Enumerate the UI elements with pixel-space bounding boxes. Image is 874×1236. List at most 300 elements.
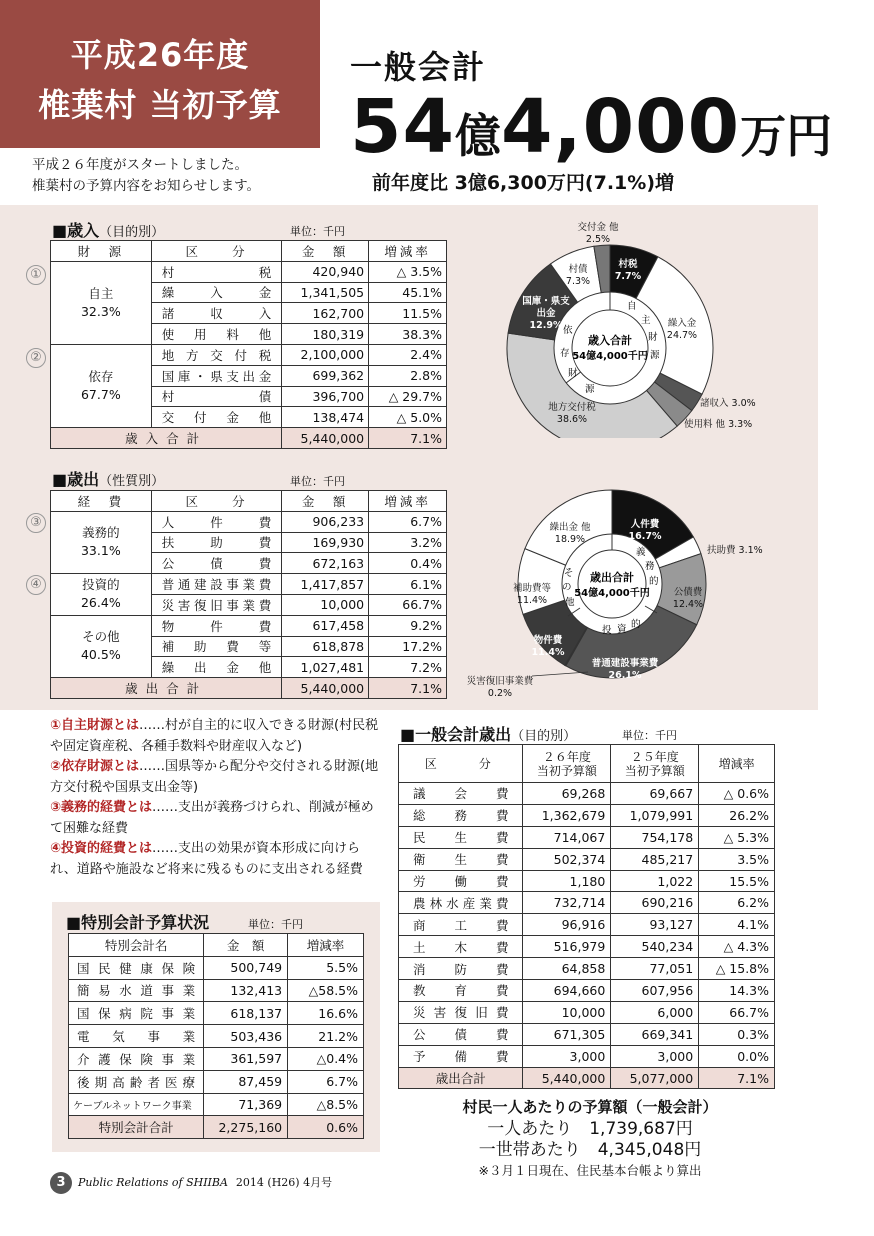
expenditure-header-item: 区 分 xyxy=(151,491,282,512)
pie-label-pct: 12.4% xyxy=(672,599,704,610)
pie-label xyxy=(668,587,708,611)
row-amount: 503,436 xyxy=(204,1025,288,1048)
definition-item xyxy=(50,798,385,839)
row-rate: 11.5% xyxy=(369,303,447,324)
row-item: 土木費 xyxy=(399,936,523,958)
purpose-total-label: 歳出合計 xyxy=(399,1067,523,1089)
definition-text: ……村が自主的に収入できる財源(村民税や固定資産税、各種手数料や財産収入など) xyxy=(50,718,379,754)
row-y25: 485,217 xyxy=(611,848,699,870)
purpose-header-rate: 増減率 xyxy=(699,745,775,783)
table-row xyxy=(399,958,775,980)
purpose-title-text: ■一般会計歳出 xyxy=(400,725,512,744)
row-rate: 21.2% xyxy=(288,1025,364,1048)
row-item: 衛生費 xyxy=(399,848,523,870)
per-household-value: 4,345,048円 xyxy=(597,1140,702,1160)
pie-label-pct: 7.7% xyxy=(614,271,642,282)
row-amount: 87,459 xyxy=(204,1070,288,1093)
per-capita-title: 村民一人あたりの予算額（一般会計） xyxy=(462,1098,718,1116)
table-row xyxy=(51,615,447,636)
special-total-rate: 0.6% xyxy=(288,1116,364,1139)
row-rate: 6.7% xyxy=(369,511,447,532)
per-capita-box xyxy=(405,1096,775,1179)
definition-text: ……国県等から配分や交付される財源(地方交付税や国県支出金等) xyxy=(50,759,379,795)
page-footer xyxy=(50,1172,332,1194)
expenditure-total-rate: 7.1% xyxy=(369,678,447,699)
pie-label xyxy=(520,296,572,332)
row-y26: 694,660 xyxy=(523,980,611,1002)
row-amount: 361,597 xyxy=(204,1047,288,1070)
table-row xyxy=(399,870,775,892)
row-rate: 66.7% xyxy=(699,1001,775,1023)
general-account-label: 一般会計 xyxy=(350,48,487,86)
row-item: 使用料他 xyxy=(151,324,282,345)
row-rate: 7.2% xyxy=(369,657,447,678)
row-amount: 396,700 xyxy=(282,386,369,407)
row-item: 普通建設事業費 xyxy=(151,574,282,595)
row-amount: 617,458 xyxy=(282,615,369,636)
row-y26: 732,714 xyxy=(523,892,611,914)
table-row xyxy=(69,1002,364,1025)
pie-label-name: 扶助費 xyxy=(707,545,736,556)
row-rate: 3.5% xyxy=(699,848,775,870)
row-item: 繰出金他 xyxy=(151,657,282,678)
expenditure-header-type: 経 費 xyxy=(51,491,152,512)
row-y26: 10,000 xyxy=(523,1001,611,1023)
title-line2: 椎葉村 当初予算 xyxy=(38,86,282,124)
term-definitions xyxy=(50,716,385,880)
row-item: 総務費 xyxy=(399,804,523,826)
issue-date: 2014 (H26) 4月号 xyxy=(235,1176,333,1189)
pie-label-name: 地方交付税 xyxy=(548,402,596,413)
expenditure-total-amount: 5,440,000 xyxy=(282,678,369,699)
purpose-header-y25 xyxy=(611,745,699,783)
ring-char-own: 主 xyxy=(641,315,651,326)
row-rate: 17.2% xyxy=(369,636,447,657)
table-row xyxy=(399,892,775,914)
row-y26: 714,067 xyxy=(523,826,611,848)
ring-char-other: の xyxy=(562,582,572,593)
pie-label xyxy=(580,658,670,682)
row-rate: 0.0% xyxy=(699,1045,775,1067)
ring-char-mandatory: 務 xyxy=(645,561,655,572)
row-y25: 607,956 xyxy=(611,980,699,1002)
row-y26: 516,979 xyxy=(523,936,611,958)
row-amount: 672,163 xyxy=(282,553,369,574)
row-rate: 0.3% xyxy=(699,1023,775,1045)
per-person-row xyxy=(405,1119,775,1140)
per-person-value: 1,739,687円 xyxy=(589,1119,693,1139)
table-row xyxy=(399,826,775,848)
revenue-pie-center-title: 歳入合計 xyxy=(588,334,632,347)
ring-char-dependent: 源 xyxy=(585,384,595,395)
pie-label-pct: 18.9% xyxy=(554,534,586,545)
dependent-source-pct: 67.7% xyxy=(80,387,121,403)
pie-label-pct: 12.9% xyxy=(529,320,563,331)
marker-4: ④ xyxy=(26,575,46,595)
row-item: 教育費 xyxy=(399,980,523,1002)
purpose-header-y26-year: ２６年度 xyxy=(542,749,591,764)
row-rate: 4.1% xyxy=(699,914,775,936)
row-item: 国民健康保険 xyxy=(69,956,204,979)
other-label: その他 xyxy=(82,629,120,645)
row-y25: 669,341 xyxy=(611,1023,699,1045)
marker-3: ③ xyxy=(26,513,46,533)
definition-text: ……支出が義務づけられ、削減が極めて困難な経費 xyxy=(50,800,374,836)
row-item: 介護保険事業 xyxy=(69,1047,204,1070)
table-row xyxy=(51,344,447,365)
pie-label-name: 物件費 xyxy=(533,635,563,646)
table-row xyxy=(399,1045,775,1067)
table-row xyxy=(399,804,775,826)
definition-term: ①自主財源とは xyxy=(50,718,140,733)
amount-oku-unit: 億 xyxy=(454,109,501,163)
table-row xyxy=(69,979,364,1002)
expenditure-header-rate: 増減率 xyxy=(369,491,447,512)
expenditure-title-text: ■歳出 xyxy=(52,470,100,489)
row-item: 国庫・県支出金 xyxy=(151,365,282,386)
pie-label-pct: 3.1% xyxy=(738,545,763,556)
ring-char-investment: 投 xyxy=(602,625,612,636)
title-box xyxy=(0,0,320,148)
row-item: 労働費 xyxy=(399,870,523,892)
expenditure-pie-center-value: 54億4,000千円 xyxy=(574,588,650,599)
purpose-table xyxy=(398,744,775,1089)
ring-char-investment: 的 xyxy=(631,619,641,630)
row-item: 商工費 xyxy=(399,914,523,936)
ring-char-own: 源 xyxy=(650,350,660,361)
investment-pct: 26.4% xyxy=(80,595,121,611)
dependent-source-label: 依存 xyxy=(88,369,114,385)
row-rate: △58.5% xyxy=(288,979,364,1002)
row-amount: 500,749 xyxy=(204,956,288,979)
row-rate: 6.2% xyxy=(699,892,775,914)
revenue-pie-center-value: 54億4,000千円 xyxy=(572,351,648,362)
expenditure-pie-center-title: 歳出合計 xyxy=(590,571,634,584)
row-rate: 38.3% xyxy=(369,324,447,345)
intro-line2: 椎葉村の予算内容をお知らせします。 xyxy=(32,178,261,194)
table-row xyxy=(69,1047,364,1070)
revenue-title-text: ■歳入 xyxy=(52,221,100,240)
table-row xyxy=(399,783,775,805)
row-item: 諸収入 xyxy=(151,303,282,324)
row-amount: 162,700 xyxy=(282,303,369,324)
row-y25: 1,079,991 xyxy=(611,804,699,826)
row-amount: 180,319 xyxy=(282,324,369,345)
pie-label-name: 人件費 xyxy=(630,519,660,530)
special-unit: 単位：千円 xyxy=(248,918,303,931)
row-amount: 169,930 xyxy=(282,532,369,553)
title-line1: 平成26年度 xyxy=(70,36,250,74)
pie-label-name: 繰入金 xyxy=(667,318,697,329)
pie-label-name: 使用料 他 xyxy=(684,419,726,430)
revenue-total-rate: 7.1% xyxy=(369,428,447,449)
expenditure-table xyxy=(50,490,447,699)
table-row xyxy=(69,1093,364,1116)
mandatory-cell xyxy=(51,511,152,573)
row-y25: 754,178 xyxy=(611,826,699,848)
ring-char-dependent: 依 xyxy=(563,325,573,336)
general-account-amount xyxy=(350,84,832,170)
row-y25: 540,234 xyxy=(611,936,699,958)
row-item: 村税 xyxy=(151,261,282,282)
row-rate: △8.5% xyxy=(288,1093,364,1116)
row-y26: 64,858 xyxy=(523,958,611,980)
pie-label xyxy=(707,545,763,557)
investment-label: 投資的 xyxy=(82,577,120,593)
pie-label-pct: 24.7% xyxy=(666,330,698,341)
row-rate: 9.2% xyxy=(369,615,447,636)
row-item: 予備費 xyxy=(399,1045,523,1067)
row-item: 公債費 xyxy=(151,553,282,574)
revenue-subtitle: （目的別） xyxy=(99,225,165,240)
row-y26: 96,916 xyxy=(523,914,611,936)
row-y26: 502,374 xyxy=(523,848,611,870)
prev-year-compare: 前年度比 3億6,300万円(7.1%)増 xyxy=(372,172,674,194)
pie-label-name: 国庫・県支出金 xyxy=(522,296,570,319)
row-item: 繰入金 xyxy=(151,282,282,303)
row-item: 公債費 xyxy=(399,1023,523,1045)
row-amount: 2,100,000 xyxy=(282,344,369,365)
row-amount: 132,413 xyxy=(204,979,288,1002)
row-amount: 1,027,481 xyxy=(282,657,369,678)
ring-char-own: 自 xyxy=(627,301,637,312)
row-rate: △ 4.3% xyxy=(699,936,775,958)
mandatory-pct: 33.1% xyxy=(80,543,121,559)
purpose-header-y25-year: ２５年度 xyxy=(630,749,679,764)
table-row xyxy=(399,914,775,936)
pie-label-name: 諸収入 xyxy=(700,398,729,409)
pie-label-pct: 7.3% xyxy=(565,276,591,287)
table-row xyxy=(51,574,447,595)
revenue-center-circle xyxy=(572,310,648,386)
revenue-table xyxy=(50,240,447,449)
pie-label xyxy=(610,259,646,283)
amount-oku: 54 xyxy=(350,84,455,170)
row-item: 物件費 xyxy=(151,615,282,636)
marker-2: ② xyxy=(26,348,46,368)
row-y26: 1,362,679 xyxy=(523,804,611,826)
pie-label xyxy=(540,402,604,426)
other-pct: 40.5% xyxy=(80,647,121,663)
purpose-subtitle: （目的別） xyxy=(511,729,577,744)
definition-item xyxy=(50,839,385,880)
row-rate: △ 0.6% xyxy=(699,783,775,805)
per-household-row xyxy=(405,1140,775,1161)
table-row xyxy=(69,956,364,979)
purpose-total-rate: 7.1% xyxy=(699,1067,775,1089)
special-header-rate: 増減率 xyxy=(288,934,364,957)
row-item: 後期高齢者医療 xyxy=(69,1070,204,1093)
ring-char-mandatory: 義 xyxy=(636,547,646,558)
pie-label-name: 普通建設事業費 xyxy=(591,658,659,669)
row-y25: 690,216 xyxy=(611,892,699,914)
row-rate: △ 15.8% xyxy=(699,958,775,980)
row-rate: 0.4% xyxy=(369,553,447,574)
pie-label-name: 村税 xyxy=(618,259,638,270)
row-rate: 6.7% xyxy=(288,1070,364,1093)
pie-label xyxy=(684,419,752,431)
pie-label-name: 公債費 xyxy=(673,587,703,598)
pie-label xyxy=(540,522,600,546)
table-row xyxy=(399,1001,775,1023)
revenue-header-rate: 増減率 xyxy=(369,241,447,262)
revenue-title xyxy=(52,218,164,241)
purpose-unit: 単位：千円 xyxy=(622,729,677,742)
intro-line1: 平成２６年度がスタートしました。 xyxy=(32,157,248,173)
row-item: 簡易水道事業 xyxy=(69,979,204,1002)
purpose-header-y26 xyxy=(523,745,611,783)
pie-label-pct: 11.4% xyxy=(531,647,565,658)
table-row xyxy=(399,980,775,1002)
row-amount: 618,137 xyxy=(204,1002,288,1025)
row-amount: 699,362 xyxy=(282,365,369,386)
table-row xyxy=(69,1025,364,1048)
pie-label-pct: 3.0% xyxy=(731,398,756,409)
pie-label-pct: 16.7% xyxy=(628,531,662,542)
table-row xyxy=(51,511,447,532)
row-amount: 1,341,505 xyxy=(282,282,369,303)
pie-label-name: 繰出金 他 xyxy=(549,522,591,533)
row-item: 議会費 xyxy=(399,783,523,805)
special-total-label: 特別会計合計 xyxy=(69,1116,204,1139)
row-item: 災害復旧費 xyxy=(399,1001,523,1023)
magazine-name: Public Relations of SHIIBA xyxy=(78,1176,228,1189)
pie-label-name: 補助費等 xyxy=(512,583,551,594)
expenditure-header-amount: 金 額 xyxy=(282,491,369,512)
pie-label xyxy=(620,519,670,543)
row-item: 人件費 xyxy=(151,511,282,532)
row-rate: △ 29.7% xyxy=(369,386,447,407)
pie-label xyxy=(526,635,570,659)
row-item: 村債 xyxy=(151,386,282,407)
purpose-total-row xyxy=(399,1067,775,1089)
row-item: 地方交付税 xyxy=(151,344,282,365)
row-item: ケーブルネットワーク事業 xyxy=(69,1093,204,1116)
pie-label xyxy=(570,222,626,246)
pie-label-pct: 0.2% xyxy=(487,688,513,699)
row-amount: 1,417,857 xyxy=(282,574,369,595)
definition-item xyxy=(50,716,385,757)
own-source-cell xyxy=(51,261,152,344)
row-y26: 671,305 xyxy=(523,1023,611,1045)
amount-man-unit: 万円 xyxy=(740,109,833,163)
pie-label xyxy=(560,264,596,288)
row-y25: 77,051 xyxy=(611,958,699,980)
special-total-amount: 2,275,160 xyxy=(204,1116,288,1139)
pie-label-name: 災害復旧事業費 xyxy=(466,676,534,687)
row-rate: 2.8% xyxy=(369,365,447,386)
table-row xyxy=(69,1070,364,1093)
row-y25: 93,127 xyxy=(611,914,699,936)
row-item: 交付金他 xyxy=(151,407,282,428)
amount-man: 4,000 xyxy=(500,84,741,170)
pie-label-pct: 2.5% xyxy=(585,234,611,245)
row-item: 扶助費 xyxy=(151,532,282,553)
revenue-header-source: 財 源 xyxy=(51,241,152,262)
row-y26: 69,268 xyxy=(523,783,611,805)
row-rate: 3.2% xyxy=(369,532,447,553)
row-amount: 138,474 xyxy=(282,407,369,428)
row-rate: 5.5% xyxy=(288,956,364,979)
own-source-label: 自主 xyxy=(88,285,114,301)
pie-label-pct: 26.1% xyxy=(608,670,642,681)
per-household-label: 一世帯あたり xyxy=(478,1140,581,1160)
row-amount: 618,878 xyxy=(282,636,369,657)
purpose-total-y25: 5,077,000 xyxy=(611,1067,699,1089)
row-item: 消防費 xyxy=(399,958,523,980)
pie-label xyxy=(508,583,556,607)
expenditure-title xyxy=(52,467,164,490)
definition-term: ④投資的経費とは xyxy=(50,841,153,856)
revenue-header-amount: 金 額 xyxy=(282,241,369,262)
special-header-amount: 金 額 xyxy=(204,934,288,957)
special-title: ■特別会計予算状況 xyxy=(66,913,210,932)
revenue-unit: 単位：千円 xyxy=(290,225,345,238)
definition-term: ②依存財源とは xyxy=(50,759,140,774)
row-rate: 6.1% xyxy=(369,574,447,595)
special-accounts-table xyxy=(68,933,364,1139)
revenue-total-amount: 5,440,000 xyxy=(282,428,369,449)
revenue-total-label: 歳入合計 xyxy=(51,428,282,449)
row-rate: △ 5.3% xyxy=(699,826,775,848)
ring-char-investment: 資 xyxy=(617,624,627,635)
row-item: 災害復旧事業費 xyxy=(151,594,282,615)
ring-char-other: そ xyxy=(564,568,574,579)
ring-char-dependent: 財 xyxy=(568,368,578,379)
row-item: 民生費 xyxy=(399,826,523,848)
revenue-total-row xyxy=(51,428,447,449)
row-rate: 16.6% xyxy=(288,1002,364,1025)
intro-text xyxy=(32,155,260,197)
row-y26: 1,180 xyxy=(523,870,611,892)
purpose-header-y26-label: 当初予算額 xyxy=(536,763,597,778)
row-item: 農林水産業費 xyxy=(399,892,523,914)
ring-char-dependent: 存 xyxy=(560,348,570,359)
row-y25: 1,022 xyxy=(611,870,699,892)
expenditure-total-label: 歳出合計 xyxy=(51,678,282,699)
row-y25: 6,000 xyxy=(611,1001,699,1023)
definition-item xyxy=(50,757,385,798)
row-y26: 3,000 xyxy=(523,1045,611,1067)
row-y25: 3,000 xyxy=(611,1045,699,1067)
purpose-header-item: 区 分 xyxy=(399,745,523,783)
pie-label xyxy=(460,676,540,700)
ring-char-mandatory: 的 xyxy=(649,576,659,587)
table-row xyxy=(51,261,447,282)
row-item: 国保病院事業 xyxy=(69,1002,204,1025)
pie-label-pct: 38.6% xyxy=(556,414,588,425)
special-total-row xyxy=(69,1116,364,1139)
expenditure-subtitle: （性質別） xyxy=(99,474,165,489)
purpose-header-y25-label: 当初予算額 xyxy=(624,763,685,778)
mandatory-label: 義務的 xyxy=(82,525,120,541)
row-amount: 906,233 xyxy=(282,511,369,532)
pie-label-pct: 3.3% xyxy=(728,419,753,430)
ring-char-other: 他 xyxy=(565,597,575,608)
row-rate: 15.5% xyxy=(699,870,775,892)
definition-term: ③義務的経費とは xyxy=(50,800,153,815)
row-rate: 14.3% xyxy=(699,980,775,1002)
table-row xyxy=(399,936,775,958)
marker-1: ① xyxy=(26,265,46,285)
expenditure-total-row xyxy=(51,678,447,699)
ring-char-own: 財 xyxy=(648,332,658,343)
pie-label xyxy=(700,398,756,410)
special-header-name: 特別会計名 xyxy=(69,934,204,957)
row-item: 電気事業 xyxy=(69,1025,204,1048)
table-row xyxy=(399,1023,775,1045)
row-amount: 71,369 xyxy=(204,1093,288,1116)
